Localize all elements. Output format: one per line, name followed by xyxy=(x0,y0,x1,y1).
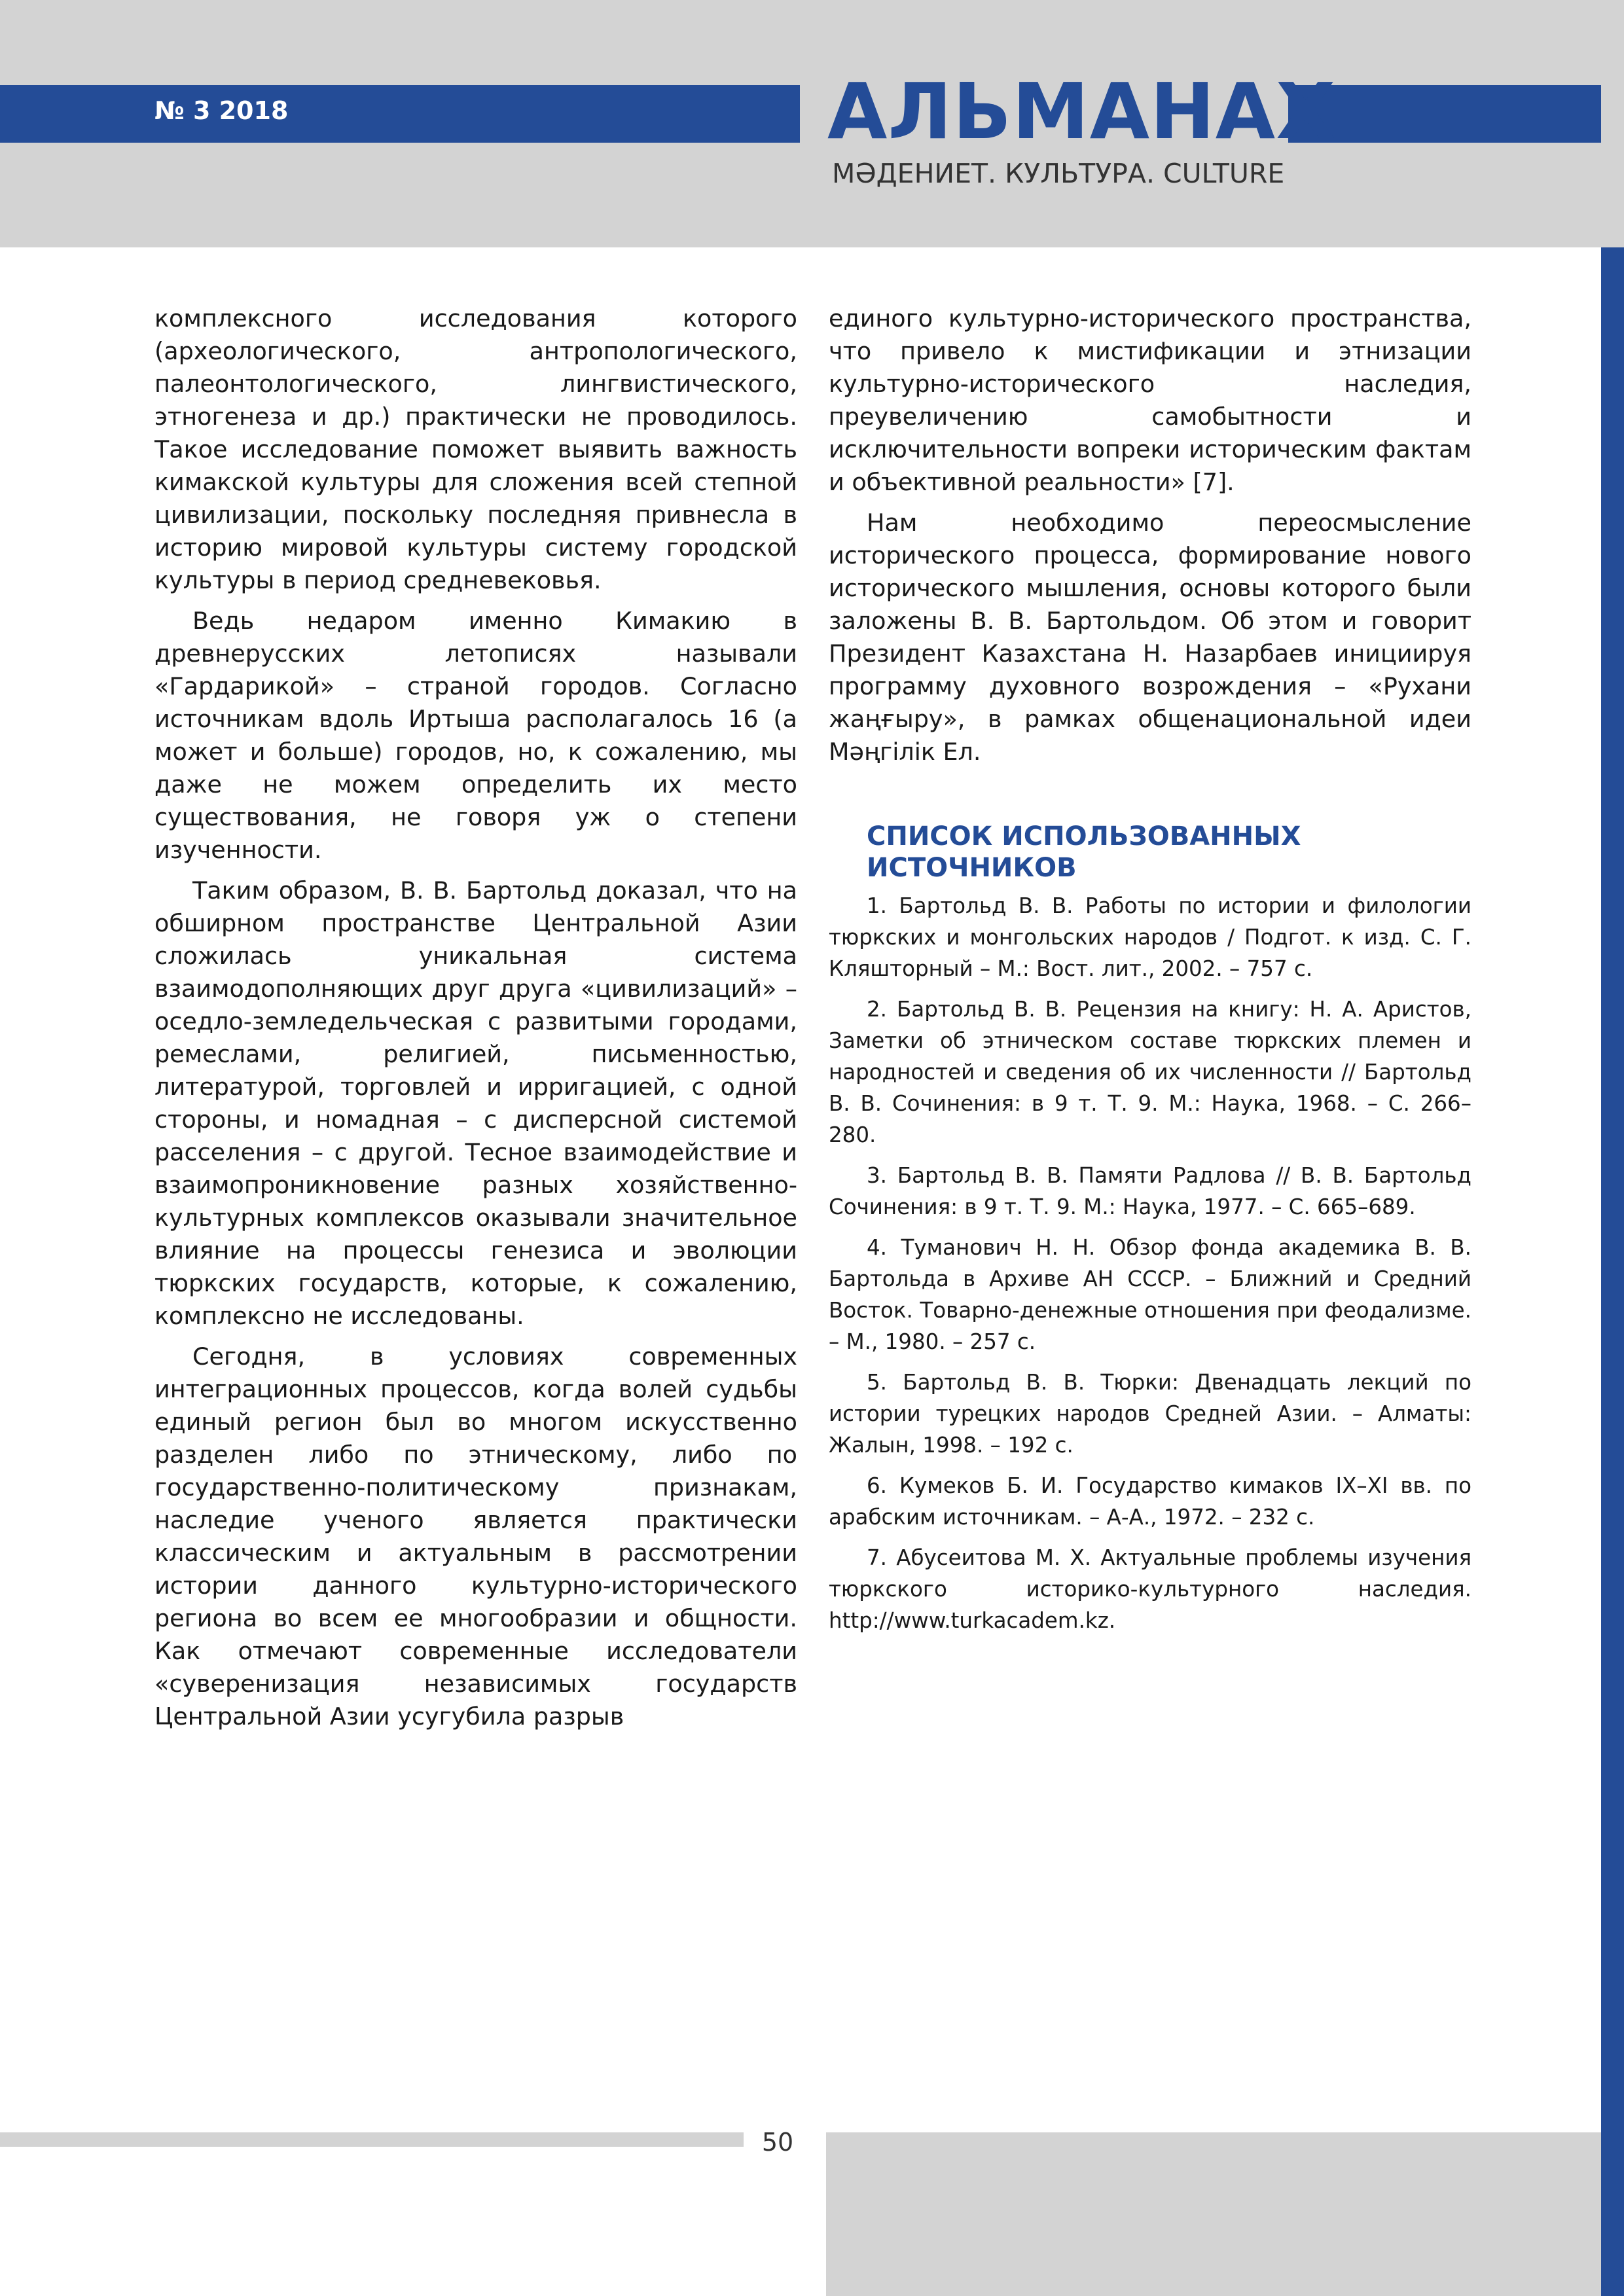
body-paragraph: Таким образом, В. В. Бартольд доказал, что на обширном пространстве Центральной Азии сложилась уникальная система взаимодополняющих друг друга «цивилизаций» – оседло-земледельческая с развитыми городами, ремеслами, религией, письменностью, литературой, торговлей и ирригацией, с одной стороны, и номадная – с дисперсной системой расселения – с другой. Тесное взаимодействие и взаимопроникновение разных хозяйственно-культурных комплексов оказывали значительное влияние на процессы генезиса и эволюции тюркских государств, которые, к сожалению, комплексно не исследованы. xyxy=(154,876,797,1330)
references-heading-line: ИСТОЧНИКОВ xyxy=(867,853,1077,883)
reference-item: 2. Бартольд В. В. Рецензия на книгу: Н. А. Аристов, Заметки об этническом составе тюркских племен и народностей и сведения об их численности // Бартольд В. В. Сочинения: в 9 т. Т. 9. М.: Наука, 1968. – С. 266–280. xyxy=(829,997,1471,1147)
page-number: 50 xyxy=(761,2128,794,2157)
reference-item: 3. Бартольд В. В. Памяти Радлова // В. В. Бартольд Сочинения: в 9 т. Т. 9. М.: Наука, 1977. – С. 665–689. xyxy=(829,1163,1471,1219)
body-paragraph: единого культурно-исторического пространства, что привело к мистификации и этнизации культурно-исторического наследия, преувеличению самобытности и исключительности вопреки историческим фактам и объективной реальности» [7]. xyxy=(829,304,1471,496)
reference-item: 5. Бартольд В. В. Тюрки: Двенадцать лекций по истории турецких народов Средней Азии. – Алматы: Жалын, 1998. – 192 с. xyxy=(829,1370,1471,1458)
masthead-subtitle: МӘДЕНИЕТ. КУЛЬТУРА. CULTURE xyxy=(832,158,1285,189)
footer-block xyxy=(826,2132,1601,2296)
reference-item: 6. Кумеков Б. И. Государство кимаков IX–XI вв. по арабским источникам. – А-А., 1972. – 232 с. xyxy=(829,1473,1471,1530)
body-paragraph: Сегодня, в условиях современных интеграционных процессов, когда волей судьбы единый регион был во многом искусственно разделен либо по этническому, либо по государственно-политическому признакам, наследие ученого является практически классическим и актуальным в рассмотрении истории данного культурно-исторического региона во всем ее многообразии и общности. Как отмечают современные исследователи «суверенизация независимых государств Центральной Азии усугубила разрыв xyxy=(154,1342,797,1731)
reference-item: 1. Бартольд В. В. Работы по истории и филологии тюркских и монгольских народов / Подгот. к изд. С. Г. Кляшторный – М.: Вост. лит., 2002. – 757 с. xyxy=(829,893,1471,981)
page-edge-bar xyxy=(1601,247,1624,2296)
right-column xyxy=(829,302,1471,1645)
references-heading-line: СПИСОК ИСПОЛЬЗОВАННЫХ xyxy=(867,821,1301,852)
references-heading xyxy=(867,821,1471,884)
footer-bar xyxy=(0,2132,744,2147)
header-band-left xyxy=(0,85,800,143)
body-paragraph: Ведь недаром именно Кимакию в древнерусских летописях называли «Гардарикой» – страной городов. Согласно источникам вдоль Иртыша располагалось 16 (а может и больше) городов, но, к сожалению, мы даже не можем определить их место существования, не говоря уж о степени изученности. xyxy=(154,607,797,864)
reference-item: 4. Туманович Н. Н. Обзор фонда академика В. В. Бартольда в Архиве АН СССР. – Ближний и Средний Восток. Товарно-денежные отношения при феодализме. – М., 1980. – 257 с. xyxy=(829,1235,1471,1354)
left-column xyxy=(154,302,797,1741)
reference-item: 7. Абусеитова М. Х. Актуальные проблемы изучения тюркского историко-культурного наследия. http://www.turkacadem.kz. xyxy=(829,1545,1471,1633)
body-paragraph: Нам необходимо переосмысление исторического процесса, формирование нового исторического мышления, основы которого были заложены В. В. Бартольдом. Об этом и говорит Президент Казахстана Н. Назарбаев инициируя программу духовного возрождения – «Рухани жаңғыру», в рамках общенациональной идеи Мәңгілік Ел. xyxy=(829,509,1471,766)
masthead-title: АЛЬМАНАХ xyxy=(827,66,1337,156)
issue-number: № 3 2018 xyxy=(154,96,289,125)
body-paragraph: комплексного исследования которого (археологического, антропологического, палеонтологического, лингвистического, этногенеза и др.) практически не проводилось. Такое исследование поможет выявить важность кимакской культуры для сложения всей степной цивилизации, поскольку последняя привнесла в историю мировой культуры систему городской культуры в период средневековья. xyxy=(154,304,797,594)
